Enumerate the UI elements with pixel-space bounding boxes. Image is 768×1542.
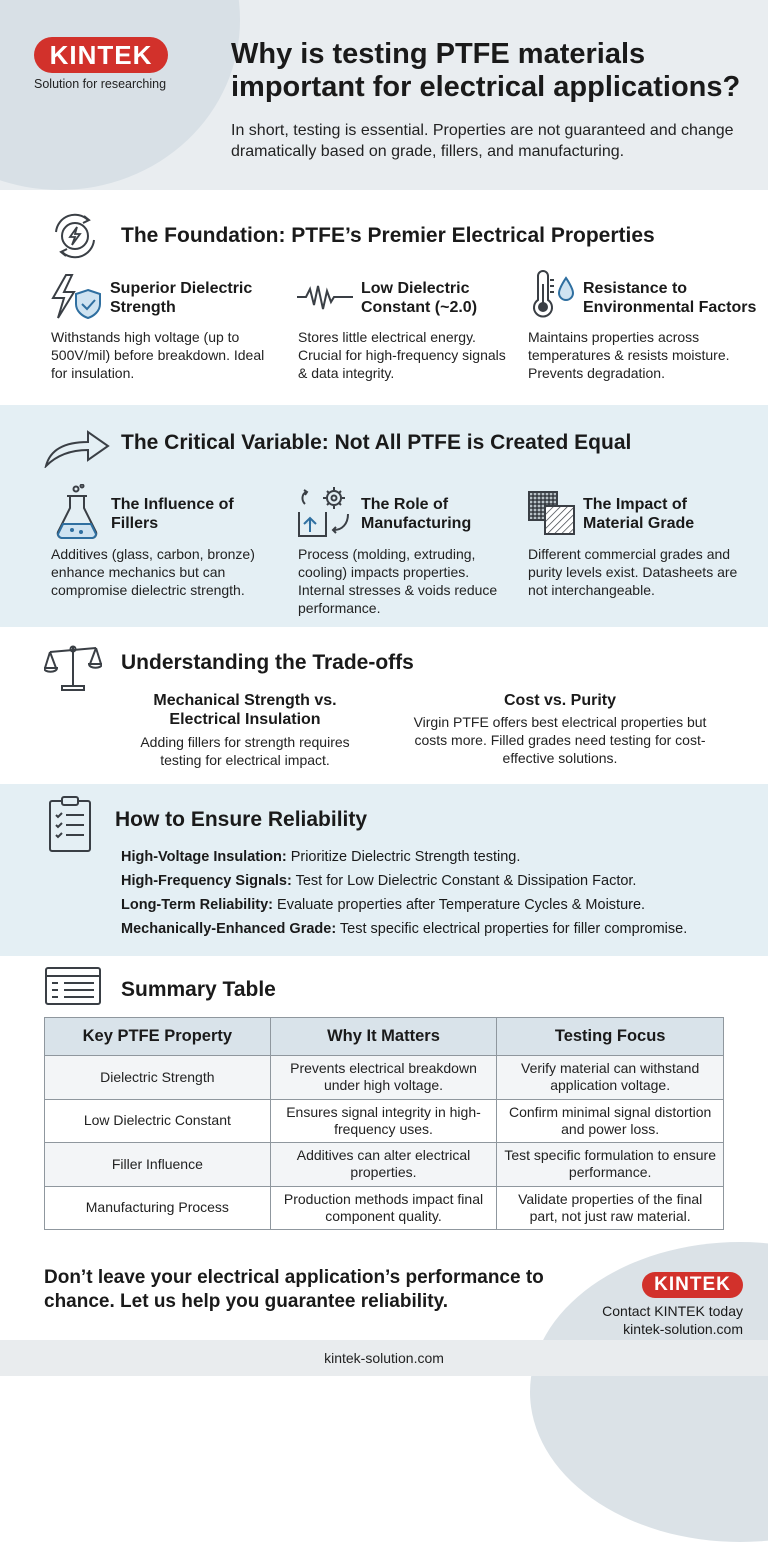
- reliability-item-text: Evaluate properties after Temperature Cycles & Moisture.: [273, 897, 646, 913]
- lightning-cycle-icon: [50, 212, 100, 260]
- card-title-manufacturing: The Role of Manufacturing: [361, 496, 472, 532]
- gear-mold-icon: [296, 484, 354, 540]
- reliability-item-text: Prioritize Dielectric Strength testing.: [286, 849, 521, 865]
- call-to-action: Don’t leave your electrical application’s performance to chance. Let us help you guarantee reliability.: [44, 1267, 544, 1312]
- balance-scale-icon: [44, 642, 102, 694]
- table-icon: [44, 966, 102, 1006]
- table-cell: Filler Influence: [45, 1143, 271, 1187]
- table-cell: Confirm minimal signal distortion and power loss.: [497, 1099, 724, 1143]
- header-decor-circle: [0, 0, 240, 190]
- card-text-environmental: Maintains properties across temperatures & resists moisture. Prevents degradation.: [528, 329, 730, 381]
- summary-table: [44, 1017, 724, 1230]
- lightning-shield-icon: [50, 272, 104, 322]
- tradeoff-title-mechanical: Mechanical Strength vs. Electrical Insulation: [153, 692, 337, 728]
- table-cell: Prevents electrical breakdown under high voltage.: [270, 1056, 497, 1100]
- card-text-dielectric-constant: Stores little electrical energy. Crucial for high-frequency signals & data integrity.: [298, 329, 506, 381]
- reliability-item: [121, 848, 520, 867]
- card-title-grade: The Impact of Material Grade: [583, 496, 695, 532]
- card-text-manufacturing: Process (molding, extruding, cooling) impacts properties. Internal stresses & voids reduce performance.: [298, 546, 498, 616]
- reliability-item: [121, 872, 636, 891]
- table-header-cell: Key PTFE Property: [45, 1018, 271, 1056]
- table-cell: Ensures signal integrity in high-frequency uses.: [270, 1099, 497, 1143]
- thermometer-drop-icon: [528, 270, 576, 320]
- page-title: Why is testing PTFE materials important for electrical applications?: [231, 38, 741, 103]
- reliability-item-text: Test for Low Dielectric Constant & Dissipation Factor.: [291, 873, 637, 889]
- waveform-icon: [296, 282, 354, 312]
- table-cell: Validate properties of the final part, not just raw material.: [497, 1186, 724, 1230]
- table-row: [45, 1143, 724, 1187]
- bottom-url-link[interactable]: kintek-solution.com: [324, 1350, 444, 1366]
- critical-variable-title: The Critical Variable: Not All PTFE is Created Equal: [121, 431, 632, 454]
- reliability-item-label: High-Voltage Insulation:: [121, 849, 287, 865]
- brand-tagline: Solution for researching: [34, 77, 167, 91]
- card-text-dielectric-strength: Withstands high voltage (up to 500V/mil) before breakdown. Ideal for insulation.: [51, 329, 265, 381]
- reliability-item: [121, 920, 687, 939]
- card-text-fillers: Additives (glass, carbon, bronze) enhance mechanics but can compromise dielectric strength.: [51, 546, 255, 598]
- reliability-item-label: Mechanically-Enhanced Grade:: [121, 921, 337, 937]
- contact-line: Contact KINTEK today: [602, 1303, 743, 1319]
- bottom-bar: [0, 1340, 768, 1376]
- card-title-dielectric-strength: Superior Dielectric Strength: [110, 280, 253, 316]
- table-row: [45, 1099, 724, 1143]
- footer-brand-logo[interactable]: KINTEK: [642, 1272, 743, 1298]
- flask-icon: [52, 484, 102, 540]
- foundation-title: The Foundation: PTFE’s Premier Electrical Properties: [121, 224, 655, 247]
- reliability-title: How to Ensure Reliability: [115, 808, 368, 831]
- table-row: [45, 1056, 724, 1100]
- card-title-fillers: The Influence of Fillers: [111, 496, 234, 532]
- table-cell: Production methods impact final component quality.: [270, 1186, 497, 1230]
- reliability-item-text: Test specific electrical properties for filler compromise.: [336, 921, 688, 937]
- tradeoff-title-cost: Cost vs. Purity: [503, 692, 617, 709]
- tradeoff-text-cost: Virgin PTFE offers best electrical properties but costs more. Filled grades need testing for cost-effective solutions.: [413, 714, 707, 766]
- tradeoff-text-mechanical: Adding fillers for strength requires testing for electrical impact.: [140, 734, 350, 768]
- table-header-row: [45, 1018, 724, 1056]
- contact-block: [560, 1302, 743, 1338]
- table-cell: Test specific formulation to ensure performance.: [497, 1143, 724, 1187]
- table-header-cell: Testing Focus: [497, 1018, 724, 1056]
- summary-title: Summary Table: [121, 978, 276, 1001]
- table-cell: Verify material can withstand application voltage.: [497, 1056, 724, 1100]
- page-subtitle: In short, testing is essential. Properties are not guaranteed and change dramatically based on grade, fillers, and manufacturing.: [231, 122, 734, 160]
- table-cell: Dielectric Strength: [45, 1056, 271, 1100]
- clipboard-checklist-icon: [48, 795, 92, 853]
- card-title-dielectric-constant: Low Dielectric Constant (~2.0): [361, 280, 478, 316]
- card-title-environmental: Resistance to Environmental Factors: [583, 280, 757, 316]
- table-header-cell: Why It Matters: [270, 1018, 497, 1056]
- table-cell: Manufacturing Process: [45, 1186, 271, 1230]
- table-cell: Additives can alter electrical properties.: [270, 1143, 497, 1187]
- table-cell: Low Dielectric Constant: [45, 1099, 271, 1143]
- reliability-item-label: High-Frequency Signals:: [121, 873, 292, 889]
- card-text-grade: Different commercial grades and purity levels exist. Datasheets are not interchangeable.: [528, 546, 738, 598]
- brand-logo[interactable]: KINTEK: [34, 37, 168, 73]
- reliability-item: [121, 896, 645, 915]
- contact-link[interactable]: kintek-solution.com: [623, 1321, 743, 1337]
- material-grade-icon: [527, 490, 577, 536]
- reliability-item-label: Long-Term Reliability:: [121, 897, 273, 913]
- curved-arrow-icon: [44, 424, 110, 468]
- table-row: [45, 1186, 724, 1230]
- tradeoffs-title: Understanding the Trade-offs: [121, 651, 414, 674]
